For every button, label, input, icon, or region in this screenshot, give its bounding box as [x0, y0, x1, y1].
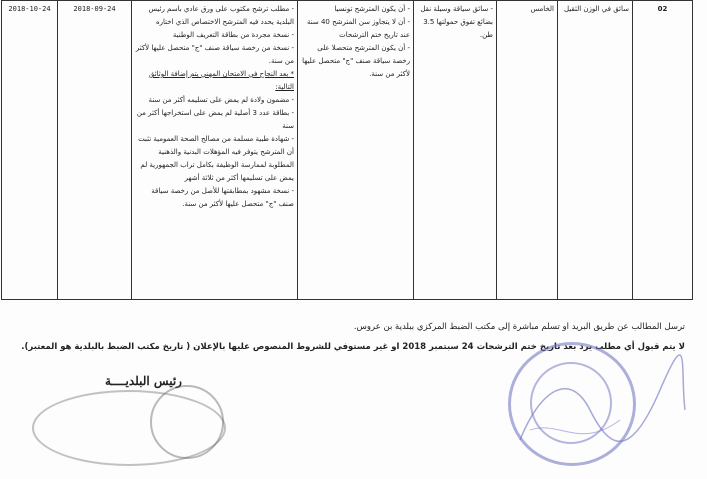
- post-title: سائق في الوزن الثقيل: [564, 5, 629, 13]
- row-number-cell: [633, 1, 693, 300]
- document-item: - مضمون ولادة لم يمض على تسليمه أكثر من سنة: [148, 96, 294, 104]
- signature-scribble-icon: [510, 350, 690, 470]
- table-row: [2, 1, 693, 300]
- open-date: 2018-09-24: [73, 5, 116, 13]
- municipal-seal-left: [150, 385, 224, 459]
- document-item: - نسخة مشهود بمطابقتها للأصل من رخصة سياقة صنف "ج" متحصل عليها لأكثر من سنة.: [151, 187, 294, 208]
- category-cell: [497, 1, 558, 300]
- open-date-cell: [58, 1, 132, 300]
- condition-item: - أن يكون المترشح متحصلا على رخصة سياقة صنف "ج" متحصل عليها لأكثر من سنة.: [302, 44, 410, 78]
- signature-title: رئيس البلديــــة: [105, 374, 182, 388]
- recruitment-table: [1, 0, 693, 300]
- note-line-1: ترسل المطالب عن طريق البريد او تسلم مباشرة إلى مكتب الضبط المركزي ببلدية بن عروس.: [353, 322, 685, 332]
- document-item: - مطلب ترشح مكتوب على ورق عادي باسم رئيس البلدية يحدد فيه المترشح الاختصاص الذي اختاره: [148, 5, 294, 26]
- note-line-2: لا يتم قبول أي مطلب يرد بعد تاريخ ختم الترشحات 24 سبتمبر 2018 او غير مستوفي للشروط المنصوص عليها بالإعلان ( تاريخ مكتب الضبط بالبلدية هو المعتبر).: [21, 342, 685, 352]
- document-heading: * بعد النجاح في الامتحان المهني يتم إضافة الوثائق التالية:: [148, 70, 294, 91]
- category: الخامس: [530, 5, 554, 13]
- condition-item: - أن لا يتجاوز سن المترشح 40 سنة عند تاريخ ختم الترشحات: [307, 18, 410, 39]
- conditions-cell: [298, 1, 414, 300]
- condition-item: - أن يكون المترشح تونسيا: [334, 5, 410, 13]
- tasks-cell: [414, 1, 497, 300]
- close-date: 2018-10-24: [8, 5, 51, 13]
- row-number: 02: [657, 5, 668, 13]
- documents-cell: [132, 1, 298, 300]
- close-date-cell: [2, 1, 58, 300]
- task-description: - سائق سياقة وسيلة نقل بضائع تفوق حمولتها 3.5 طن.: [420, 5, 493, 39]
- document-item: - شهادة طبية مسلمة من مصالح الصحة العمومية تثبت أن المترشح يتوفر فيه المؤهلات البدنية والذهنية المطلوبة لممارسة الوظيفة بكامل تراب الجمهورية لم يمض على تسليمها أكثر من ثلاثة أشهر: [138, 135, 294, 182]
- document-item: - بطاقة عدد 3 أصلية لم يمض على استخراجها أكثر من سنة: [136, 109, 294, 130]
- document-item: - نسخة مجردة من بطاقة التعريف الوطنية: [172, 31, 294, 39]
- document-item: - نسخة من رخصة سياقة صنف "ج" متحصل عليها لأكثر من سنة.: [135, 44, 294, 65]
- post-cell: [558, 1, 633, 300]
